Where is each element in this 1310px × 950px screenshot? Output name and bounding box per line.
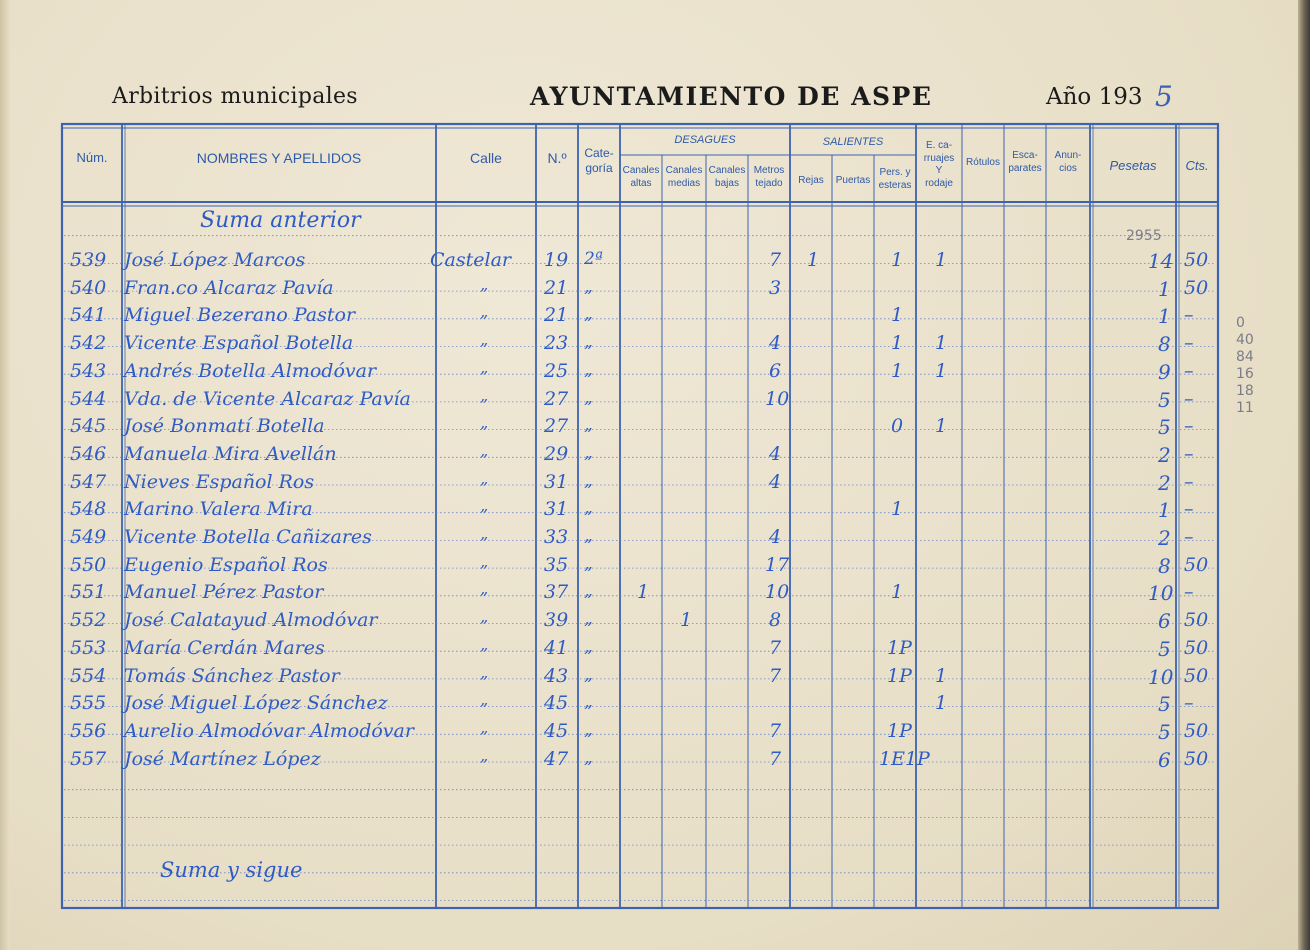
row-number-street: 43 <box>544 664 569 687</box>
row-metros: 4 <box>769 470 782 493</box>
row-e-carr: 1 <box>935 332 948 355</box>
row-categoria: „ <box>584 387 593 408</box>
row-categoria: „ <box>584 442 593 463</box>
row-number: 553 <box>70 636 107 659</box>
row-name: Tomás Sánchez Pastor <box>124 664 340 687</box>
row-number: 554 <box>70 664 107 687</box>
header-rotulos: Rótulos <box>966 157 1000 168</box>
row-calle: „ <box>480 385 489 405</box>
row-number: 543 <box>70 359 107 382</box>
row-calle: „ <box>480 468 489 488</box>
row-categoria: „ <box>584 359 593 380</box>
row-cts: – <box>1184 498 1194 521</box>
header-escaparates: Esca- parates <box>1008 150 1042 174</box>
row-pesetas: 8 <box>1158 332 1171 357</box>
header-canales-medias: Canales medias <box>665 165 703 189</box>
row-cts: 50 <box>1184 276 1209 299</box>
row-number: 547 <box>70 470 107 493</box>
row-pers: 1 <box>891 581 904 604</box>
row-name: Manuela Mira Avellán <box>124 442 337 465</box>
row-pesetas: 5 <box>1158 387 1171 412</box>
row-pers: 1 <box>891 332 904 355</box>
row-name: José Miguel López Sánchez <box>124 692 388 715</box>
row-name: Aurelio Almodóvar Almodóvar <box>124 719 414 742</box>
row-canales-medias: 1 <box>680 609 693 632</box>
row-calle: „ <box>480 579 489 599</box>
header-rejas: Rejas <box>798 175 824 186</box>
header-left-title: Arbitrios municipales <box>112 84 358 109</box>
row-cts: 50 <box>1184 719 1209 742</box>
row-pers: 1P <box>887 664 912 687</box>
row-calle: „ <box>480 662 489 682</box>
row-e-carr: 1 <box>935 359 948 382</box>
row-metros: 4 <box>769 526 782 548</box>
row-pesetas: 1 <box>1158 276 1171 301</box>
row-categoria: „ <box>584 609 593 630</box>
row-categoria: „ <box>584 332 593 353</box>
row-number: 549 <box>70 526 107 548</box>
row-cts: – <box>1184 442 1194 465</box>
header-pers-esteras: Pers. y esteras <box>878 167 912 191</box>
row-pers: 1 <box>891 498 904 521</box>
row-pers: 1 <box>891 304 904 327</box>
row-number: 552 <box>70 609 107 632</box>
row-number: 540 <box>70 276 107 299</box>
row-calle: „ <box>480 357 489 377</box>
row-number-street: 25 <box>544 359 569 382</box>
header-canales-altas: Canales altas <box>622 165 660 189</box>
header-canales-bajas: Canales bajas <box>708 165 746 189</box>
row-number-street: 39 <box>544 609 569 632</box>
row-name: Manuel Pérez Pastor <box>124 581 324 604</box>
row-pesetas: 1 <box>1158 304 1171 329</box>
row-cts: 50 <box>1184 636 1209 659</box>
row-categoria: 2ª <box>584 249 603 269</box>
row-categoria: „ <box>584 636 593 657</box>
header-anuncios: Anun- cios <box>1054 150 1082 174</box>
row-metros: 3 <box>769 276 782 299</box>
row-number-street: 37 <box>544 581 569 604</box>
row-categoria: „ <box>584 498 593 519</box>
row-pers: 0 <box>891 415 904 438</box>
row-calle: „ <box>480 717 489 737</box>
row-cts: – <box>1184 526 1194 548</box>
row-metros: 7 <box>769 664 782 687</box>
suma-anterior-label: Suma anterior <box>200 208 361 233</box>
row-metros: 7 <box>769 636 782 659</box>
row-number-street: 21 <box>544 304 569 327</box>
row-cts: – <box>1184 359 1194 382</box>
row-pesetas: 5 <box>1158 415 1171 440</box>
row-pesetas: 1 <box>1158 498 1171 523</box>
margin-pencil-note: 40 <box>1236 332 1254 348</box>
row-pesetas: 10 <box>1148 581 1174 606</box>
row-categoria: „ <box>584 664 593 685</box>
row-calle: „ <box>480 330 489 350</box>
row-e-carr: 1 <box>935 664 948 687</box>
row-pesetas: 2 <box>1158 442 1171 467</box>
row-name: José López Marcos <box>124 249 306 271</box>
row-pesetas: 2 <box>1158 526 1171 550</box>
row-number-street: 35 <box>544 553 569 576</box>
row-number: 541 <box>70 304 107 327</box>
row-cts: – <box>1184 415 1194 438</box>
row-number-street: 21 <box>544 276 569 299</box>
row-cts: 50 <box>1184 609 1209 632</box>
row-number-street: 23 <box>544 332 569 355</box>
row-name: María Cerdán Mares <box>124 636 325 659</box>
row-metros: 8 <box>769 609 782 632</box>
row-number-street: 27 <box>544 387 569 410</box>
row-cts: – <box>1184 304 1194 327</box>
row-metros: 6 <box>769 359 782 382</box>
row-calle: „ <box>480 745 489 765</box>
row-number-street: 45 <box>544 719 569 742</box>
row-e-carr: 1 <box>935 249 948 271</box>
row-pesetas: 6 <box>1158 747 1171 772</box>
row-cts: – <box>1184 692 1194 715</box>
row-number: 555 <box>70 692 107 715</box>
header-metros-tejado: Metros tejado <box>753 165 785 189</box>
row-calle: „ <box>480 302 489 322</box>
row-metros: 4 <box>769 442 782 465</box>
header-pesetas: Pesetas <box>1109 158 1157 173</box>
row-number-street: 27 <box>544 415 569 438</box>
row-name: Fran.co Alcaraz Pavía <box>124 276 334 299</box>
row-number-street: 45 <box>544 692 569 715</box>
margin-pencil-note: 0 <box>1236 315 1245 331</box>
header-num: Núm. <box>76 150 108 165</box>
row-metros: 7 <box>769 249 782 271</box>
row-rejas: 1 <box>807 249 820 271</box>
margin-pencil-note: 16 <box>1236 366 1254 382</box>
row-name: José Calatayud Almodóvar <box>124 609 378 632</box>
row-pesetas: 6 <box>1158 609 1171 634</box>
row-pesetas: 14 <box>1148 249 1174 273</box>
row-canales-altas: 1 <box>637 581 650 604</box>
row-number: 550 <box>70 553 107 576</box>
row-metros: 10 <box>765 387 790 410</box>
row-pesetas: 9 <box>1158 359 1171 384</box>
header-no: N.º <box>547 150 567 166</box>
header-nombres: NOMBRES Y APELLIDOS <box>196 150 362 166</box>
header-municipality: AYUNTAMIENTO DE ASPE <box>530 82 933 111</box>
header-categoria: Cate- goría <box>584 146 614 175</box>
row-number: 539 <box>70 249 107 271</box>
row-pers: 1P <box>887 719 912 742</box>
row-cts: 50 <box>1184 664 1209 687</box>
row-number: 548 <box>70 498 107 521</box>
row-number: 542 <box>70 332 107 355</box>
row-name: Eugenio Español Ros <box>124 553 328 576</box>
row-cts: 50 <box>1184 553 1209 576</box>
row-categoria: „ <box>584 581 593 602</box>
row-pesetas: 10 <box>1148 664 1174 689</box>
row-number: 544 <box>70 387 107 410</box>
row-name: Nieves Español Ros <box>124 470 315 493</box>
header-year-label: Año 193 <box>1046 84 1143 110</box>
row-categoria: „ <box>584 276 593 297</box>
row-categoria: „ <box>584 692 593 713</box>
row-pesetas: 5 <box>1158 636 1171 661</box>
header-calle: Calle <box>470 150 502 166</box>
row-metros: 10 <box>765 581 790 604</box>
row-categoria: „ <box>584 304 593 325</box>
row-name: Vicente Español Botella <box>124 332 354 355</box>
row-calle: „ <box>480 496 489 516</box>
row-number-street: 31 <box>544 470 569 493</box>
row-metros: 7 <box>769 747 782 770</box>
row-number: 551 <box>70 581 107 604</box>
row-calle: „ <box>480 440 489 460</box>
row-calle: „ <box>480 690 489 710</box>
row-metros: 7 <box>769 719 782 742</box>
row-cts: – <box>1184 581 1194 604</box>
row-cts: – <box>1184 387 1194 410</box>
row-pers: 1 <box>891 249 904 271</box>
row-name: José Martínez López <box>124 747 321 770</box>
row-pesetas: 8 <box>1158 553 1171 578</box>
row-pesetas: 5 <box>1158 692 1171 717</box>
row-categoria: „ <box>584 470 593 491</box>
suma-y-sigue-label: Suma y sigue <box>160 858 303 882</box>
header-cts: Cts. <box>1185 158 1209 173</box>
row-name: Vda. de Vicente Alcaraz Pavía <box>124 387 411 410</box>
row-cts: 50 <box>1184 249 1209 271</box>
row-name: Miguel Bezerano Pastor <box>124 304 356 327</box>
row-calle: Castelar <box>430 249 511 271</box>
row-e-carr: 1 <box>935 415 948 438</box>
header-e-carruajes: E. ca- rruajes Y rodaje <box>923 140 955 189</box>
row-cts: – <box>1184 470 1194 493</box>
row-pers: 1E1P <box>879 747 930 770</box>
row-number: 557 <box>70 747 107 770</box>
margin-pencil-note: 11 <box>1236 400 1254 416</box>
row-number: 556 <box>70 719 107 742</box>
margin-pencil-note: 18 <box>1236 383 1254 399</box>
margin-pencil-note: 84 <box>1236 349 1254 365</box>
row-calle: „ <box>480 551 489 571</box>
header-puertas: Puertas <box>835 175 871 186</box>
row-calle: „ <box>480 274 489 294</box>
row-pesetas: 5 <box>1158 719 1171 744</box>
row-number-street: 41 <box>544 636 569 659</box>
row-metros: 4 <box>769 332 782 355</box>
row-number: 546 <box>70 442 107 465</box>
row-number-street: 29 <box>544 442 569 465</box>
row-name: Vicente Botella Cañizares <box>124 526 372 548</box>
header-salientes: SALIENTES <box>822 136 884 148</box>
row-categoria: „ <box>584 747 593 768</box>
header-year-handwritten: 5 <box>1155 80 1173 113</box>
row-pers: 1P <box>887 636 912 659</box>
row-calle: „ <box>480 634 489 654</box>
suma-anterior-pencil: 2955 <box>1126 228 1162 244</box>
row-calle: „ <box>480 413 489 433</box>
row-pers: 1 <box>891 359 904 382</box>
row-pesetas: 2 <box>1158 470 1171 495</box>
row-calle: „ <box>480 607 489 627</box>
row-calle: „ <box>480 524 489 543</box>
row-categoria: „ <box>584 526 593 546</box>
row-name: Marino Valera Mira <box>124 498 313 521</box>
row-e-carr: 1 <box>935 692 948 715</box>
row-metros: 17 <box>765 553 790 576</box>
row-number: 545 <box>70 415 107 438</box>
row-categoria: „ <box>584 553 593 574</box>
header-desagues: DESAGUES <box>674 134 736 146</box>
row-number-street: 19 <box>544 249 569 271</box>
row-name: Andrés Botella Almodóvar <box>124 359 377 382</box>
row-cts: 50 <box>1184 747 1209 770</box>
row-number-street: 31 <box>544 498 569 521</box>
row-number-street: 47 <box>544 747 569 770</box>
row-categoria: „ <box>584 415 593 436</box>
row-name: José Bonmatí Botella <box>124 415 325 438</box>
row-cts: – <box>1184 332 1194 355</box>
row-categoria: „ <box>584 719 593 740</box>
row-number-street: 33 <box>544 526 569 548</box>
